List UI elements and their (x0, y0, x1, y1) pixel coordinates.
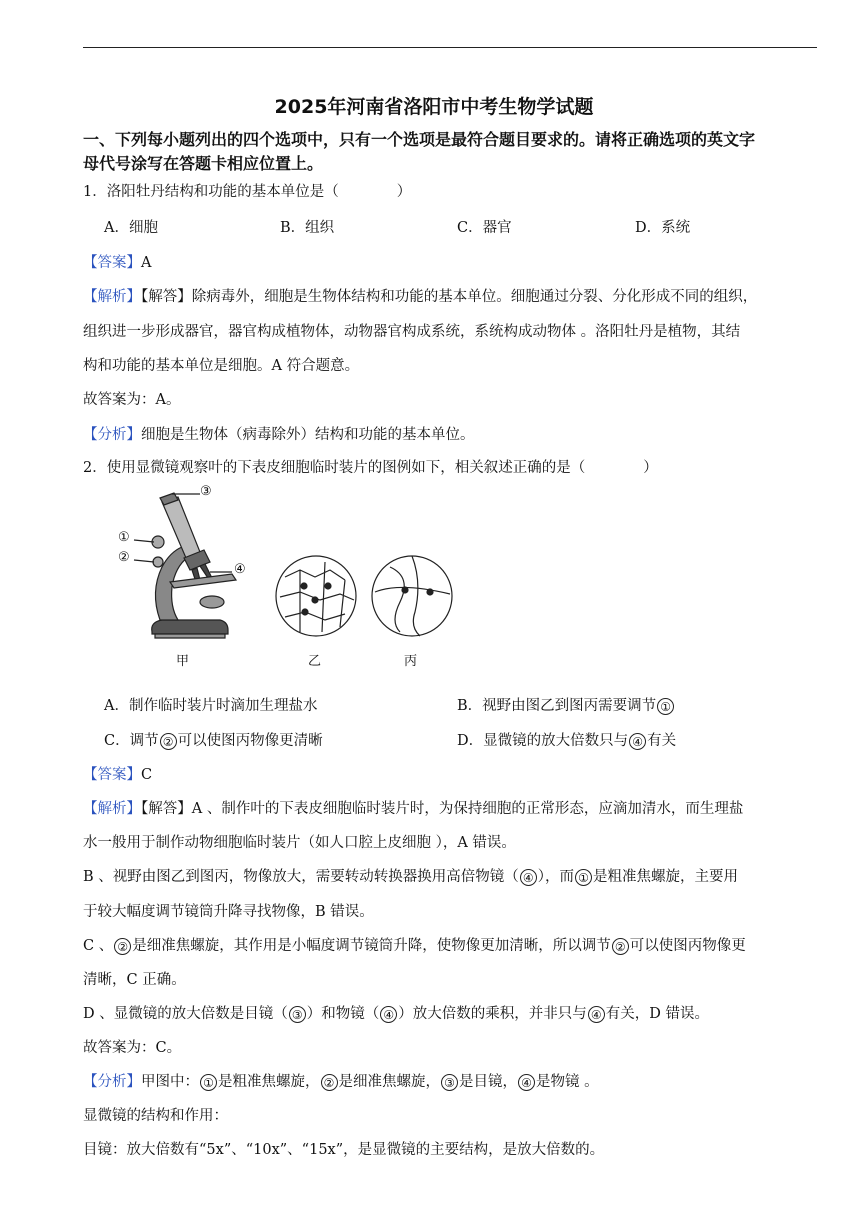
analysis-tag: 【解析】 (83, 289, 141, 305)
q2-answer (83, 763, 823, 784)
q1-fenxi (83, 423, 823, 444)
figure-bing-circle (372, 556, 452, 636)
fenxi-4: 是物镜 。 (536, 1074, 599, 1090)
q2-final-answer: 故答案为：C。 (83, 1040, 182, 1056)
c-post: 可以使图丙物像更 (629, 938, 746, 954)
q2-fenxi (83, 1070, 823, 1091)
b-post: 是粗准焦螺旋，主要用 (593, 869, 739, 885)
c-pre: C 、 (83, 938, 114, 954)
q1-answer (83, 251, 823, 272)
d-pre: D 、显微镜的放大倍数是目镜（ (83, 1006, 288, 1022)
label-4: ④ (234, 562, 246, 577)
circled-3: ③ (289, 1006, 306, 1023)
circled-1: ① (657, 698, 674, 715)
circled-2: ② (114, 938, 131, 955)
caption-bing: 丙 (404, 654, 418, 669)
q1-final-answer: 故答案为：A。 (83, 392, 181, 408)
q2-eyepiece-line: 目镜：放大倍数有“5x”、“10x”、“15x”，是显微镜的主要结构，是放大倍数的。 (83, 1142, 605, 1158)
b-pre: B 、视野由图乙到图丙，物像放大，需要转动转换器换用高倍物镜（ (83, 869, 519, 885)
q2-option-d-post: 有关 (647, 733, 677, 749)
q1-analysis-text: 【解答】除病毒外，细胞是生物体结构和功能的基本单位。细胞通过分裂、分化形成不同的组织， (141, 289, 758, 305)
q1-option-a: A．细胞 (104, 220, 158, 236)
q2-option-c-post: 可以使图丙物像更清晰 (177, 733, 323, 749)
fenxi-tag: 【分析】 (83, 1074, 141, 1090)
fenxi-pre: 甲图中： (141, 1074, 199, 1090)
fenxi-2: 是细准焦螺旋， (338, 1074, 440, 1090)
header-rule (83, 47, 817, 48)
q2-option-d-pre: D．显微镜的放大倍数只与 (457, 733, 629, 749)
q2-analysis-b1 (83, 865, 823, 886)
q2-stem: 2．使用显微镜观察叶的下表皮细胞临时装片的图例如下，相关叙述正确的是（ ） (83, 460, 658, 476)
circled-2: ② (160, 733, 177, 750)
mirror (200, 596, 224, 608)
q2-structure-heading: 显微镜的结构和作用： (83, 1108, 228, 1124)
section-heading-line2: 母代号涂写在答题卡相应位置上。 (83, 154, 324, 173)
q1-fenxi-text: 细胞是生物体（病毒除外）结构和功能的基本单位。 (141, 427, 475, 443)
circled-4: ④ (629, 733, 646, 750)
label-1: ① (118, 530, 130, 545)
q2-analysis-a1-text: 【解答】A 、制作叶的下表皮细胞临时装片时，为保持细胞的正常形态，应滴加清水，而生理盐 (141, 801, 744, 817)
circled-3: ③ (441, 1074, 458, 1091)
q2-answer-value: C (141, 767, 153, 783)
q1-option-b: B．组织 (280, 220, 335, 236)
circled-2: ② (321, 1074, 338, 1091)
circled-4: ④ (588, 1006, 605, 1023)
circled-4: ④ (518, 1074, 535, 1091)
d-mid1: ）和物镜（ (306, 1006, 380, 1022)
section-heading-line1: 一、下列每小题列出的四个选项中，只有一个选项是最符合题目要求的。请将正确选项的英文字 (83, 130, 756, 149)
microscope-figure (100, 482, 460, 676)
circled-1: ① (575, 869, 592, 886)
q1-answer-value: A (141, 255, 152, 271)
label-2: ② (118, 550, 130, 565)
fine-knob (153, 557, 163, 567)
fenxi-3: 是目镜， (459, 1074, 517, 1090)
q1-option-d: D．系统 (635, 220, 691, 236)
q2-analysis-b2: 于较大幅度调节镜筒升降寻找物像，B 错误。 (83, 904, 374, 920)
circled-4: ④ (520, 869, 537, 886)
q1-option-c: C．器官 (457, 220, 512, 236)
fenxi-1: 是粗准焦螺旋， (218, 1074, 320, 1090)
page-title: 2025年河南省洛阳市中考生物学试题 (274, 96, 594, 118)
q2-option-d (457, 729, 676, 750)
q1-analysis-line1 (83, 285, 823, 306)
d-mid2: ）放大倍数的乘积，并非只与 (398, 1006, 587, 1022)
q1-stem: 1．洛阳牡丹结构和功能的基本单位是（ ） (83, 184, 412, 200)
section-heading (83, 128, 823, 176)
microscope-base (152, 620, 228, 634)
q2-analysis-c1 (83, 934, 823, 955)
c-mid: 是细准焦螺旋，其作用是小幅度调节镜筒升降，使物像更加清晰，所以调节 (132, 938, 611, 954)
b-mid: ），而 (537, 869, 575, 885)
fenxi-tag: 【分析】 (83, 427, 141, 443)
label-3: ③ (200, 484, 212, 499)
q2-option-c (104, 729, 323, 750)
q2-analysis-d1 (83, 1002, 823, 1023)
q2-option-b (457, 694, 675, 715)
circled-1: ① (200, 1074, 217, 1091)
q1-analysis-line3: 构和功能的基本单位是细胞。A 符合题意。 (83, 358, 360, 374)
answer-tag: 【答案】 (83, 255, 141, 271)
stage (170, 574, 236, 588)
q2-option-a: A．制作临时装片时滴加生理盐水 (104, 698, 318, 714)
circled-2: ② (612, 938, 629, 955)
q2-analysis-a1 (83, 797, 823, 818)
d-post: 有关，D 错误。 (605, 1006, 709, 1022)
answer-tag: 【答案】 (83, 767, 141, 783)
q2-option-b-text: B．视野由图乙到图丙需要调节 (457, 698, 657, 714)
figure-svg (100, 482, 460, 672)
caption-jia: 甲 (176, 654, 190, 669)
circled-4: ④ (380, 1006, 397, 1023)
q2-analysis-a2: 水一般用于制作动物细胞临时装片（如人口腔上皮细胞 ），A 错误。 (83, 835, 516, 851)
q2-analysis-c2: 清晰，C 正确。 (83, 972, 186, 988)
q1-analysis-line2: 组织进一步形成器官，器官构成植物体，动物器官构成系统，系统构成动物体 。洛阳牡丹是植物，其结 (83, 324, 741, 340)
analysis-tag: 【解析】 (83, 801, 141, 817)
q2-option-c-pre: C．调节 (104, 733, 159, 749)
caption-yi: 乙 (308, 654, 322, 669)
